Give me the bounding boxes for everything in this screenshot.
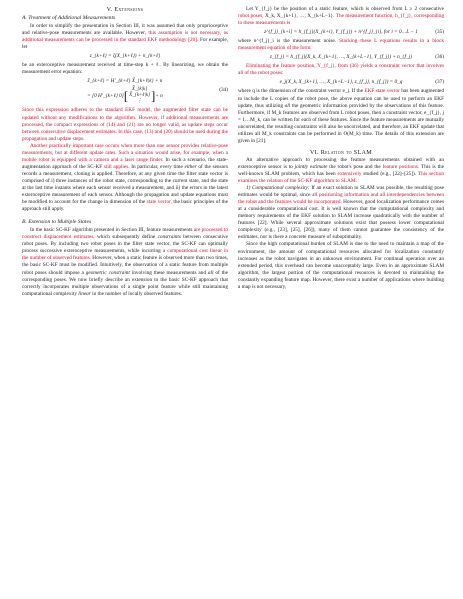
- equation-number: (37): [435, 79, 444, 86]
- matrix-entry: ⋮: [137, 99, 143, 105]
- matrix-entry: X̃_{k|k}: [131, 87, 148, 93]
- equation-number: (36): [435, 54, 444, 61]
- paragraph: 1) Computational complexity: If an exact solution to SLAM was possible, the resulting pose estimates would be optimal, since all positioning information and all interdependencies between the robot and the features would be incorporated. However, good localization performance comes at a considerable computational cost. It is well known that the computational complexity and memory requirements of the EKF solution to SLAM increase quadratically with the number of features [22]. While several approximate solutions exist that possess lower computational complexity (e.g., [23], [25], [26]), many of them cannot guarantee the consistency of the estimates, nor is there a concrete measure of suboptimality.: [238, 185, 444, 241]
- paragraph: An alternative approach to processing the feature measurements obtained with an exteroceptive sensor is to jointly estimate the robot's pose and the feature positions. This is the well-known SLAM problem, which has been extensively studied (e.g., [22]–[25]). This section examines the relation of the SC-KF algorithm to SLAM.: [238, 156, 444, 185]
- equation-34: = [0 H′_{k+ℓ} 0] [ X̃_{k|k} X̃_{k+ℓ|k} ⋮ ] + n (34): [87, 87, 228, 105]
- equation-36: z_{f_j} = h_{f_j}(X_k, X_{k+1}, …, X_{k+L−1}, Y_{f_j}) + n_{f_j} (36): [269, 54, 444, 61]
- equation-34-line1: z̃_{k+ℓ} = H′_{k+ℓ} X̃_{k+ℓ|k} + n: [87, 78, 163, 85]
- paragraph: where q is the dimension of the constraint vector e_j. If the EKF state vector has been augmented to include the L copies of the robot pose, the above equation can be used to perform an EKF update, thus utilizing all the geometric information provided by the observations of this feature. Furthermore, if M_k features are observed from L robot poses, then a constraint vector, e_{f_j}, j = 1…M_k, can be written for each of these features. Since the feature measurements are mutually uncorrelated, the resulting constraints will also be uncorrelated, and therefore, an EKF update that utilizes all M_k constraints can be performed in O(M_k) time. The details of this extension are given in [21].: [238, 88, 444, 144]
- right-column: [238, 6, 444, 291]
- paragraph: Eliminating the feature position, Y_{f_j}, from (36) yields a constraint vector that involves all of the robot poses:: [238, 63, 444, 77]
- equation-37: e_j(X_k, X_{k+1}, …, X_{k+L−1}, z_{f_j}, n_{f_j}) = 0_q (37): [279, 79, 444, 86]
- paragraph: be an exteroceptive measurement received at time-step k + ℓ. By linearizing, we obtain the measurement error equation:: [22, 62, 228, 76]
- subsection-title-a: A. Treatment of Additional Measurements: [22, 15, 116, 22]
- matrix-entry: X̃_{k+ℓ|k}: [129, 93, 150, 99]
- section-title: V. Extensions: [106, 6, 144, 13]
- equation-number: (34): [219, 87, 228, 94]
- paragraph: Another practically important case occurs when more than one sensor provides relative-pose measurements, but at different update rates. Such a situation would arise, for example, when a mobile robot is equipped with a camera and a laser range finder. In such a scenario, the state-augmentation approach of the SC-KF still applies. In particular, every time either of the sensors records a measurement, cloning is applied. Therefore, at any given time the filter state vector is comprised of i) three instances of the robot state, corresponding to the current state, and the state at the last time instants where each sensor received a measurement, and ii) the errors in the latest exteroceptive measurement of each sensor. Although the propagation and update equations must be modified to account for the change in dimension of the state vector, the basic principles of the approach still apply.: [22, 142, 228, 213]
- section-title: VI. Relation to SLAM: [309, 148, 373, 156]
- left-column: [22, 6, 228, 298]
- paragraph: In the basic SC-KF algorithm presented in Section III, feature measurements are processed to construct displacement estimates, which subsequently define constraints between consecutive robot poses. By including two robot poses in the filter state vector, the SC-KF can optimally process successive exteroceptive measurements, while incurring a computational cost linear in the number of observed features. However, when a static feature is observed more than two times, the basic SC-KF must be modified. Intuitively, the observation of a static feature from multiple robot poses should impose a geometric constraint involving these measurements and all of the corresponding poses. We now briefly describe an extension to the basic SC-KF approach that correctly incorporates multiple observations of a single point feature while still maintaining computational complexity linear in the number of locally observed features.: [22, 227, 229, 297]
- paragraph: where n^{f_j}_i is the measurement noise. Stacking these L equations results in a block measurement equation of the form:: [238, 38, 445, 52]
- paragraph: Let Y_{f_j} be the position of a static feature, which is observed from L ≥ 2 consecutive robot poses, X_k, X_{k+1}, …, X_{k+L−1}. The measurement function, h_{f_j}, corresponding to these measurements is: [238, 6, 444, 27]
- paragraph: Since this expression adheres to the standard EKF model, the augmented filter state can be updated without any modifications to the algorithm. However, if additional measurements are processed, the compact expressions of (14) and (21) are no longer valid, as update steps occur between consecutive displacement estimates. In this case, (13) and (20) should be used during the propagation and update steps.: [22, 107, 228, 142]
- equation-35: z^{f_j}_{k+i} = h_{f_j}(X_{k+i}, Y_{f_j}) + n^{f_j}_{i}, for i = 0…L − 1 (35): [264, 29, 444, 36]
- paragraph: Since the high computational burden of SLAM is due to the need to maintain a map of the environment, the amount of computational resources allocated for localization constantly increases as the robot navigates in an unknown environment. For continual operation over an extended period, this overhead can become unacceptably large. Even in an approximate SLAM algorithm, the largest portion of the computational resources is devoted to maintaining the constantly expanding feature map. However, there exist a number of applications where building a map is not necessary,: [238, 241, 444, 290]
- subsection-title-b: B. Extension to Multiple States: [22, 219, 92, 226]
- equation: z_{k+ℓ} = ζ(X_{k+ℓ}) + n_{k+ℓ}: [89, 53, 161, 60]
- paragraph: In order to simplify the presentation in Section III, it was assumed that only proprioceptive and relative-pose measurements are available. However, this assumption is not necessary, as additional measurements can be processed in the standard EKF methodology [20]. For example, let: [22, 23, 229, 51]
- equation-number: (35): [435, 29, 444, 36]
